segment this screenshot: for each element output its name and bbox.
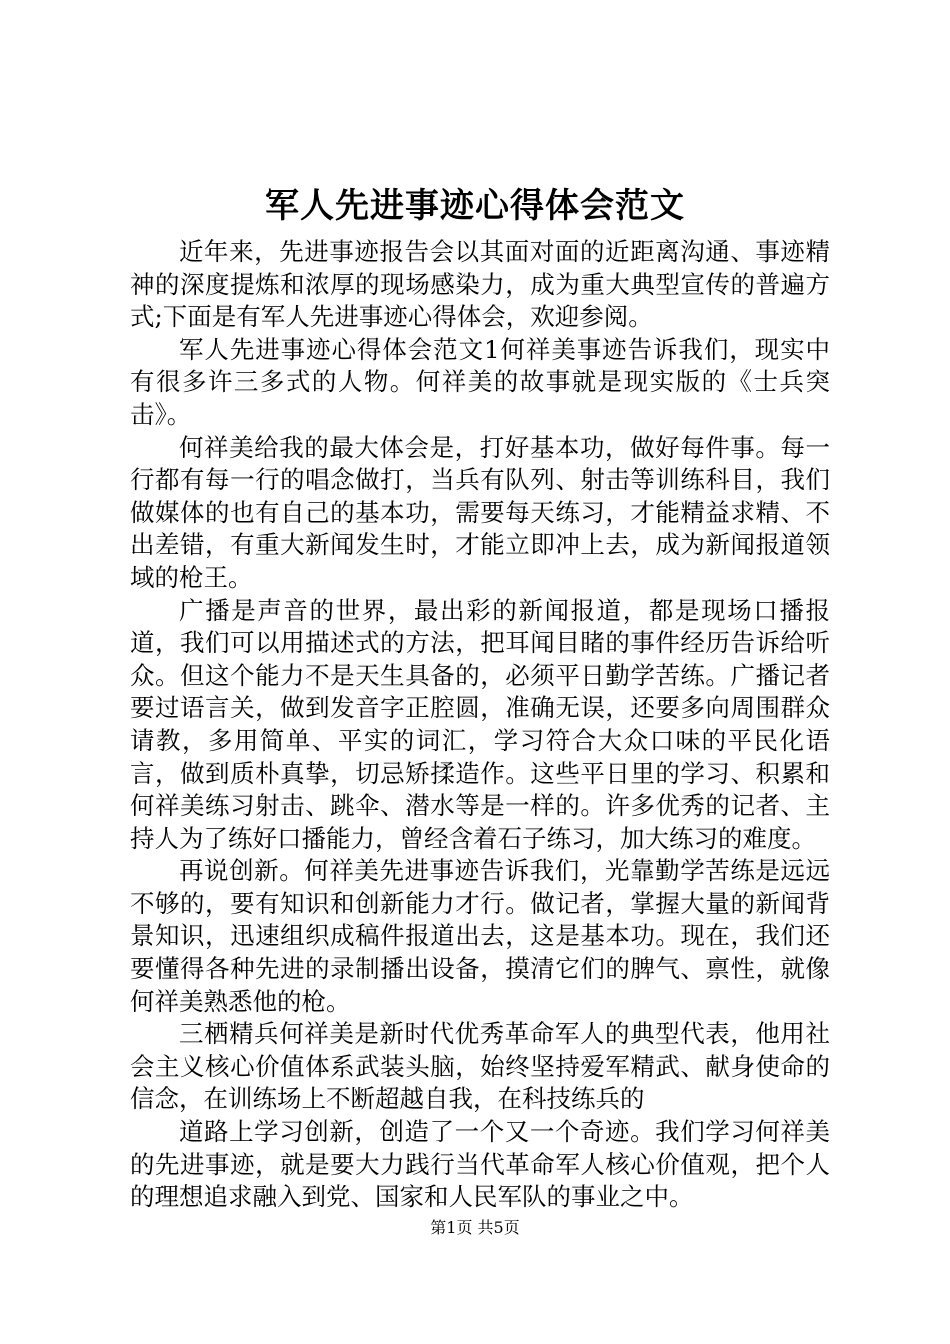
paragraph-basic-skills: 何祥美给我的最大体会是，打好基本功，做好每件事。每一行都有每一行的唱念做打，当兵有队列、射击等训练科目，我们做媒体的也有自己的基本功，需要每天练习，才能精益求精、不出差错，有重大新闻发生时，才能立即冲上去，成为新闻报道领域的枪王。 xyxy=(130,432,830,592)
document-body xyxy=(130,236,830,1214)
paragraph-broadcast: 广播是声音的世界，最出彩的新闻报道，都是现场口播报道，我们可以用描述式的方法，把耳闻目睹的事件经历告诉给听众。但这个能力不是天生具备的，必须平日勤学苦练。广播记者要过语言关，做到发音字正腔圆，准确无误，还要多向周围群众请教，多用简单、平实的词汇，学习符合大众口味的平民化语言，做到质朴真挚，切忌矫揉造作。这些平日里的学习、积累和何祥美练习射击、跳伞、潜水等是一样的。许多优秀的记者、主持人为了练好口播能力，曾经含着石子练习，加大练习的难度。 xyxy=(130,595,830,853)
paragraph-conclusion: 道路上学习创新，创造了一个又一个奇迹。我们学习何祥美的先进事迹，就是要大力践行当代革命军人核心价值观，把个人的理想追求融入到党、国家和人民军队的事业之中。 xyxy=(130,1117,830,1212)
paragraph-example-1: 军人先进事迹心得体会范文1何祥美事迹告诉我们，现实中有很多许三多式的人物。何祥美的故事就是现实版的《士兵突击》。 xyxy=(130,334,830,429)
page-number: 第1页 共5页 xyxy=(430,1218,520,1237)
paragraph-model-soldier: 三栖精兵何祥美是新时代优秀革命军人的典型代表，他用社会主义核心价值体系武装头脑，始终坚持爱军精武、献身使命的信念，在训练场上不断超越自我，在科技练兵的 xyxy=(130,1019,830,1114)
document-title: 军人先进事迹心得体会范文 xyxy=(265,186,685,226)
paragraph-innovation: 再说创新。何祥美先进事迹告诉我们，光靠勤学苦练是远远不够的，要有知识和创新能力才行。做记者，掌握大量的新闻背景知识，迅速组织成稿件报道出去，这是基本功。现在，我们还要懂得各种先进的录制播出设备，摸清它们的脾气、禀性，就像何祥美熟悉他的枪。 xyxy=(130,856,830,1016)
paragraph-intro: 近年来，先进事迹报告会以其面对面的近距离沟通、事迹精神的深度提炼和浓厚的现场感染力，成为重大典型宣传的普遍方式;下面是有军人先进事迹心得体会，欢迎参阅。 xyxy=(130,237,830,332)
